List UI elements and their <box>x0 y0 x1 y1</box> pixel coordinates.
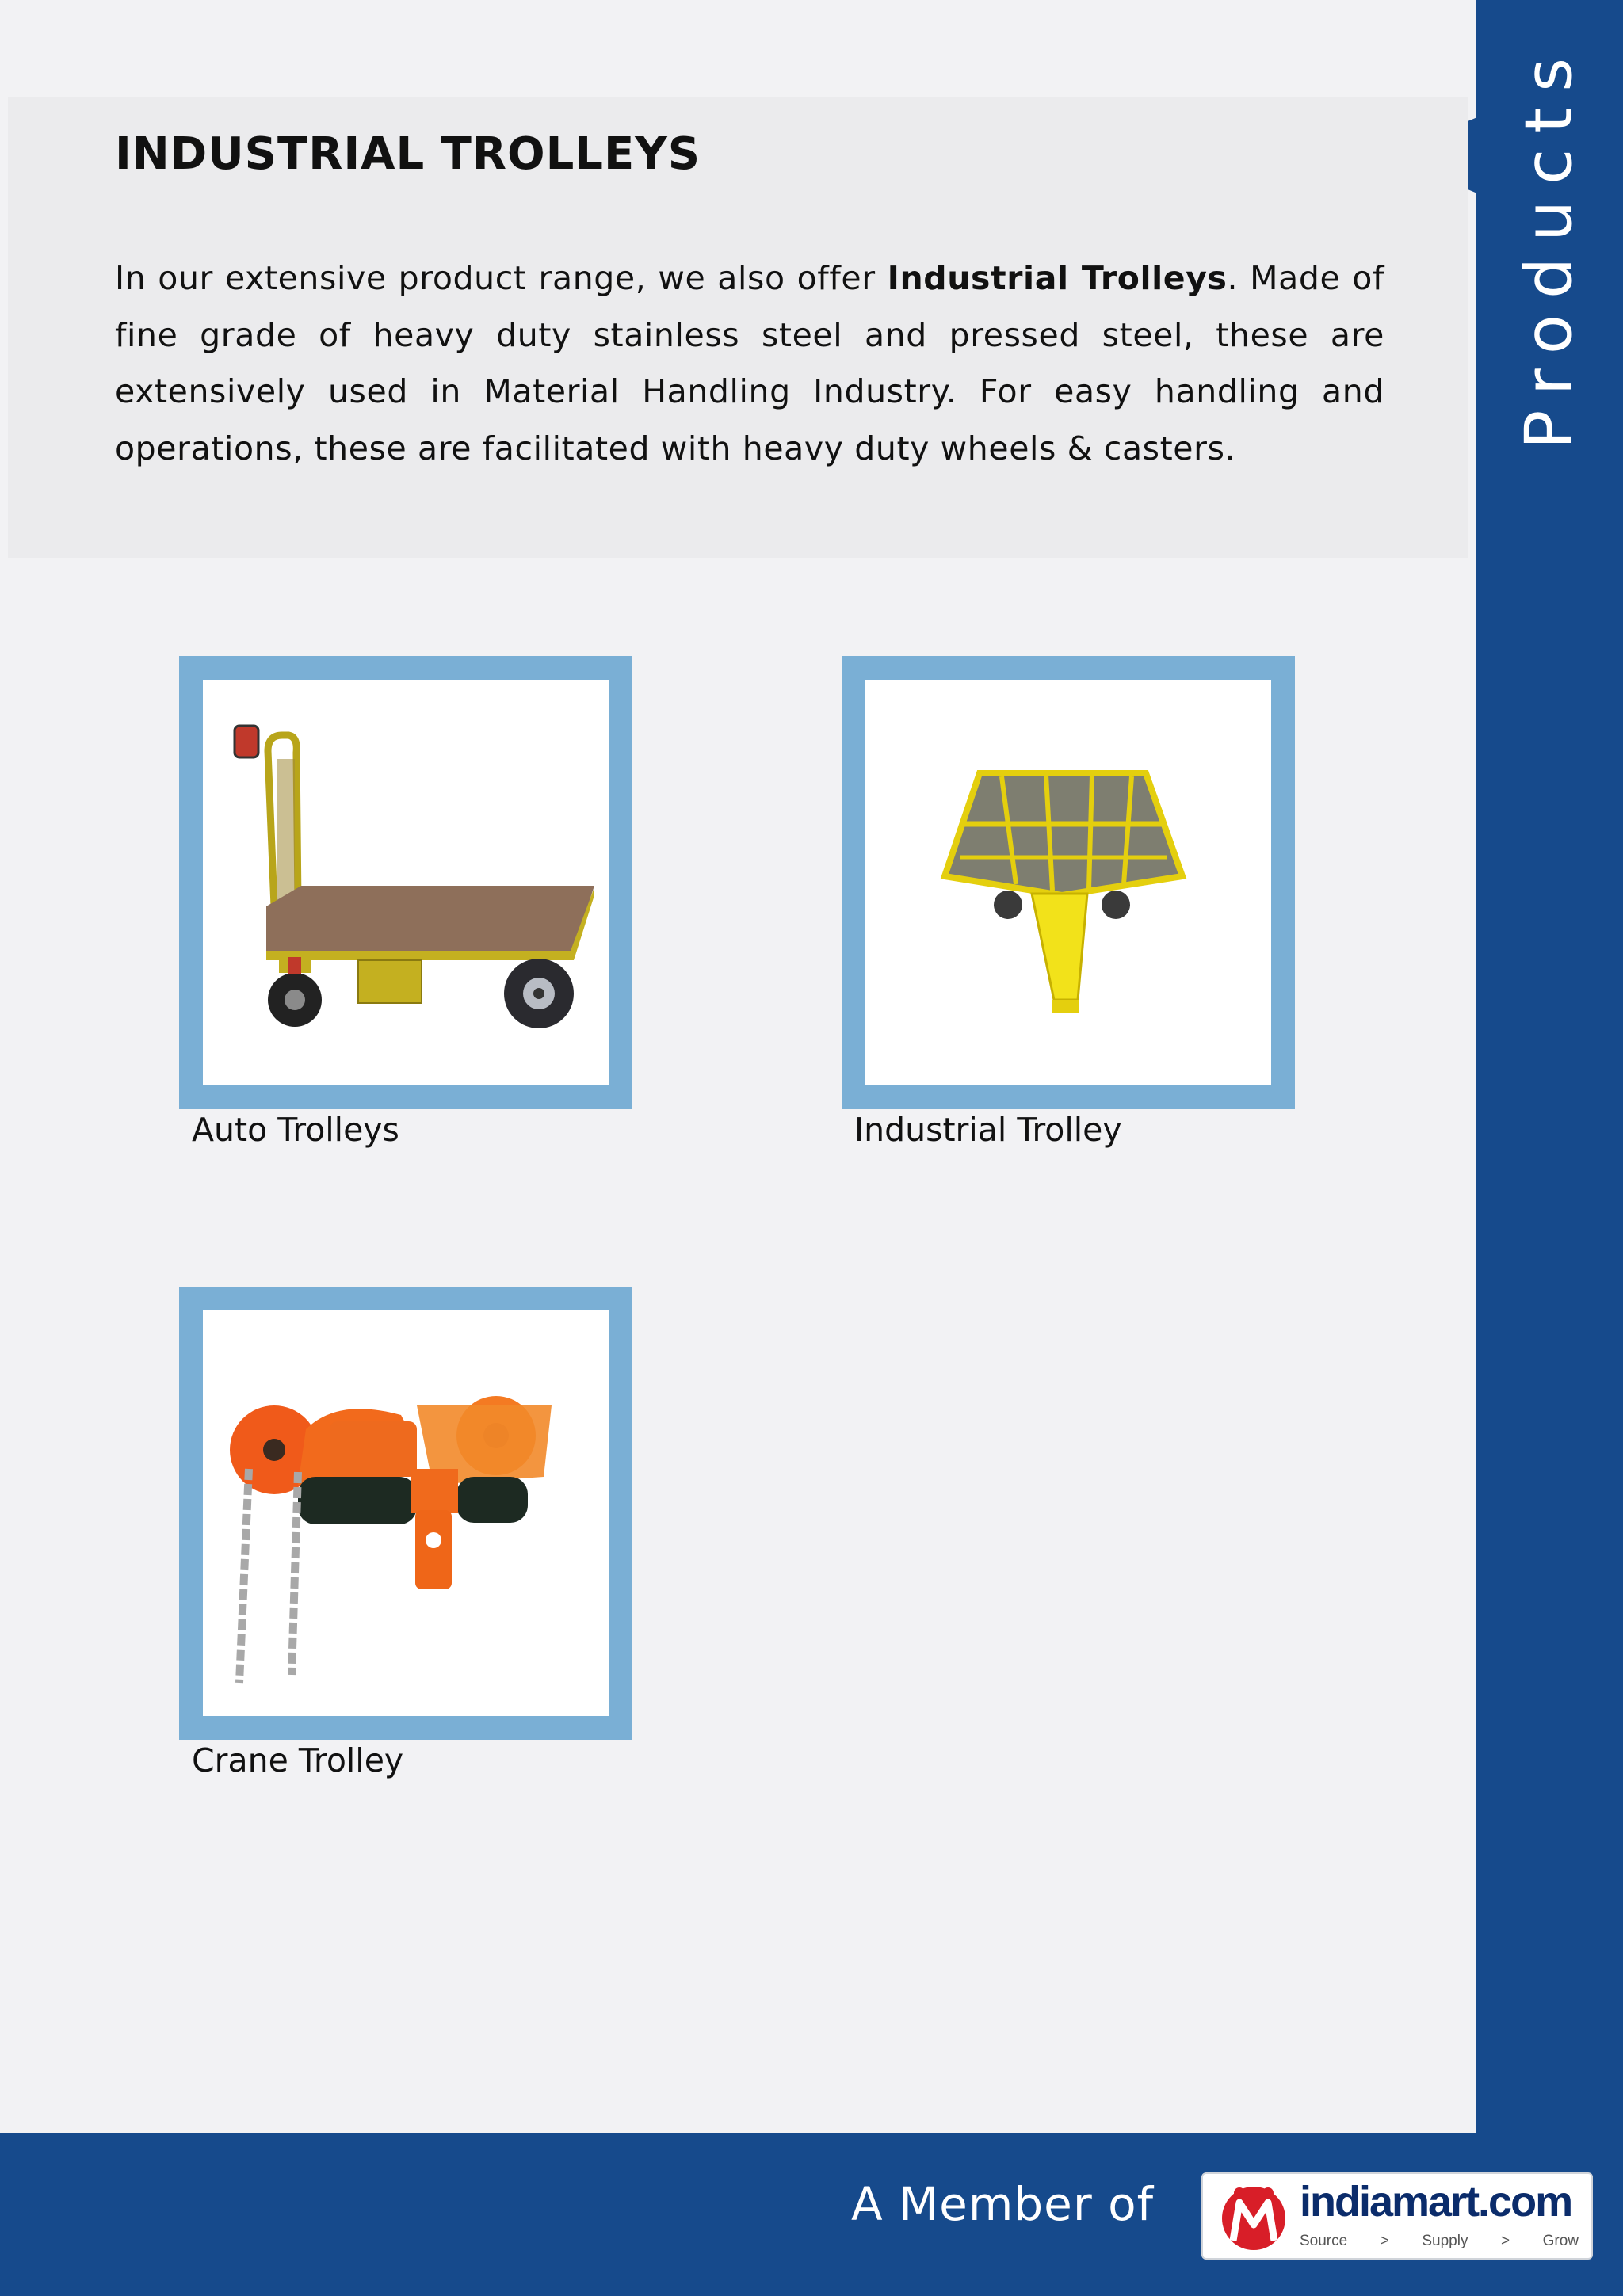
indiamart-logo[interactable] <box>1201 2172 1593 2260</box>
tagline-source: Source <box>1300 2233 1348 2249</box>
sidebar-label: Products <box>1511 41 1587 450</box>
product-image-frame <box>179 656 632 1109</box>
product-name: Auto Trolleys <box>192 1111 399 1149</box>
product-card-crane-trolley[interactable] <box>179 1287 632 1779</box>
platform-trolley-image <box>203 680 609 1085</box>
logo-wordmark: indiamart.com <box>1300 2178 1572 2225</box>
page-title: INDUSTRIAL TROLLEYS <box>115 128 701 180</box>
intro-paragraph <box>115 250 1384 477</box>
tagline-arrow: > <box>1380 2233 1389 2249</box>
product-image-frame <box>842 656 1295 1109</box>
product-card-industrial-trolley[interactable] <box>842 656 1295 1149</box>
tagline-grow: Grow <box>1542 2233 1579 2249</box>
tagline-supply: Supply <box>1422 2233 1468 2249</box>
logo-tagline <box>1300 2233 1579 2250</box>
intro-text-end: . Made of fine grade of heavy duty stainless steel and pressed steel, these are extensively used in Material Handling Industry. For easy handling and operations, these are facilitated with heavy duty wheels & casters. <box>115 259 1385 467</box>
crane-trolley-image <box>203 1310 609 1716</box>
product-card-auto-trolleys[interactable] <box>179 656 632 1149</box>
intro-highlight: Industrial Trolleys <box>887 259 1228 297</box>
indiamart-m-icon <box>1212 2180 1295 2252</box>
yellow-trailer-trolley-image <box>865 680 1271 1085</box>
intro-text-start: In our extensive product range, we also offer <box>115 259 888 297</box>
member-text: A Member of <box>851 2177 1155 2231</box>
product-image-frame <box>179 1287 632 1740</box>
product-name: Crane Trolley <box>192 1741 404 1779</box>
tagline-arrow: > <box>1500 2233 1510 2249</box>
product-name: Industrial Trolley <box>854 1111 1122 1149</box>
